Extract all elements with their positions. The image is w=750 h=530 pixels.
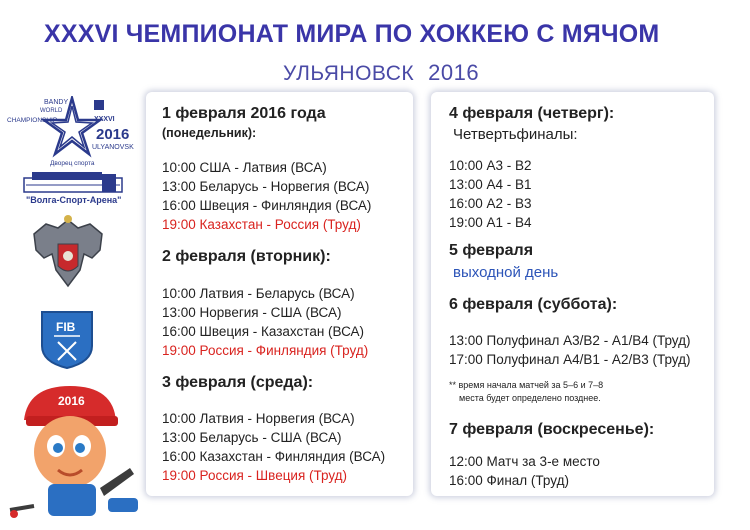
schedule-card-left — [146, 92, 413, 496]
match-row: 10:00 Латвия - Беларусь (ВСА) — [162, 286, 355, 301]
match-row: 16:00 Швеция - Казахстан (ВСА) — [162, 324, 365, 339]
roman-text: XXXVI — [94, 116, 115, 123]
rest-day-label: выходной день — [453, 264, 559, 281]
logo-year-text: 2016 — [96, 126, 130, 143]
match-row: 13:00 Норвегия - США (ВСА) — [162, 305, 342, 320]
match-row: 10:00 США - Латвия (ВСА) — [162, 160, 327, 175]
mascot-year-text: 2016 — [58, 394, 85, 408]
match-row-highlight: 19:00 Россия - Швеция (Труд) — [162, 468, 348, 483]
day5-title: 5 февраля — [449, 242, 534, 259]
match-row: 16:00 А2 - В3 — [449, 196, 532, 211]
fib-text: FIB — [56, 320, 76, 334]
arena-logo — [18, 160, 128, 208]
city-label: УЛЬЯНОВСК — [283, 62, 415, 85]
page-title: XXXVI ЧЕМПИОНАТ МИРА ПО ХОККЕЮ С МЯЧОМ — [44, 20, 660, 48]
match-row: 17:00 Полуфинал А4/В1 - А2/В3 (Труд) — [449, 352, 691, 367]
match-row-highlight: 19:00 Казахстан - Россия (Труд) — [162, 217, 361, 232]
footnote-line2: места будет определено позднее. — [459, 393, 601, 403]
match-row: 13:00 Беларусь - США (ВСА) — [162, 430, 342, 445]
coat-of-arms-icon — [28, 214, 108, 296]
bandy-championship-logo — [6, 96, 134, 158]
match-row: 13:00 Беларусь - Норвегия (ВСА) — [162, 179, 370, 194]
page-subtitle — [283, 60, 479, 86]
championship-text: CHAMPIONSHIP — [7, 117, 58, 124]
day1-weekday: (понедельник): — [162, 126, 257, 140]
day3-title: 3 февраля (среда): — [162, 374, 314, 391]
match-row: 10:00 Латвия - Норвегия (ВСА) — [162, 411, 355, 426]
year-label: 2016 — [428, 60, 480, 85]
match-row: 19:00 А1 - В4 — [449, 215, 532, 230]
arena-name-text: "Волга-Спорт-Арена" — [26, 195, 122, 205]
fib-logo — [40, 308, 94, 370]
ulyanovsk-text: ULYANOVSK — [92, 144, 134, 151]
day4-stage: Четвертьфиналы: — [453, 126, 578, 143]
day6-title: 6 февраля (суббота): — [449, 296, 618, 313]
day1-title: 1 февраля 2016 года — [162, 105, 326, 122]
match-row: 12:00 Матч за 3-е место — [449, 454, 600, 469]
match-row: 13:00 А4 - В1 — [449, 177, 532, 192]
footnote-line1: ** время начала матчей за 5–6 и 7–8 — [449, 380, 604, 390]
day2-title: 2 февраля (вторник): — [162, 248, 331, 265]
day7-title: 7 февраля (воскресенье): — [449, 421, 655, 438]
match-row: 13:00 Полуфинал А3/В2 - А1/В4 (Труд) — [449, 333, 691, 348]
match-row: 10:00 А3 - В2 — [449, 158, 532, 173]
match-row-highlight: 19:00 Россия - Финляндия (Труд) — [162, 343, 369, 358]
world-text: WORLD — [40, 108, 63, 114]
mascot-icon — [4, 380, 144, 520]
day4-title: 4 февраля (четверг): — [449, 105, 615, 122]
match-row: 16:00 Финал (Труд) — [449, 473, 569, 488]
match-row: 16:00 Казахстан - Финляндия (ВСА) — [162, 449, 386, 464]
arena-small-text: Дворец спорта — [50, 160, 95, 167]
bandy-text: BANDY — [44, 99, 69, 106]
schedule-card-right — [431, 92, 714, 496]
match-row: 16:00 Швеция - Финляндия (ВСА) — [162, 198, 372, 213]
